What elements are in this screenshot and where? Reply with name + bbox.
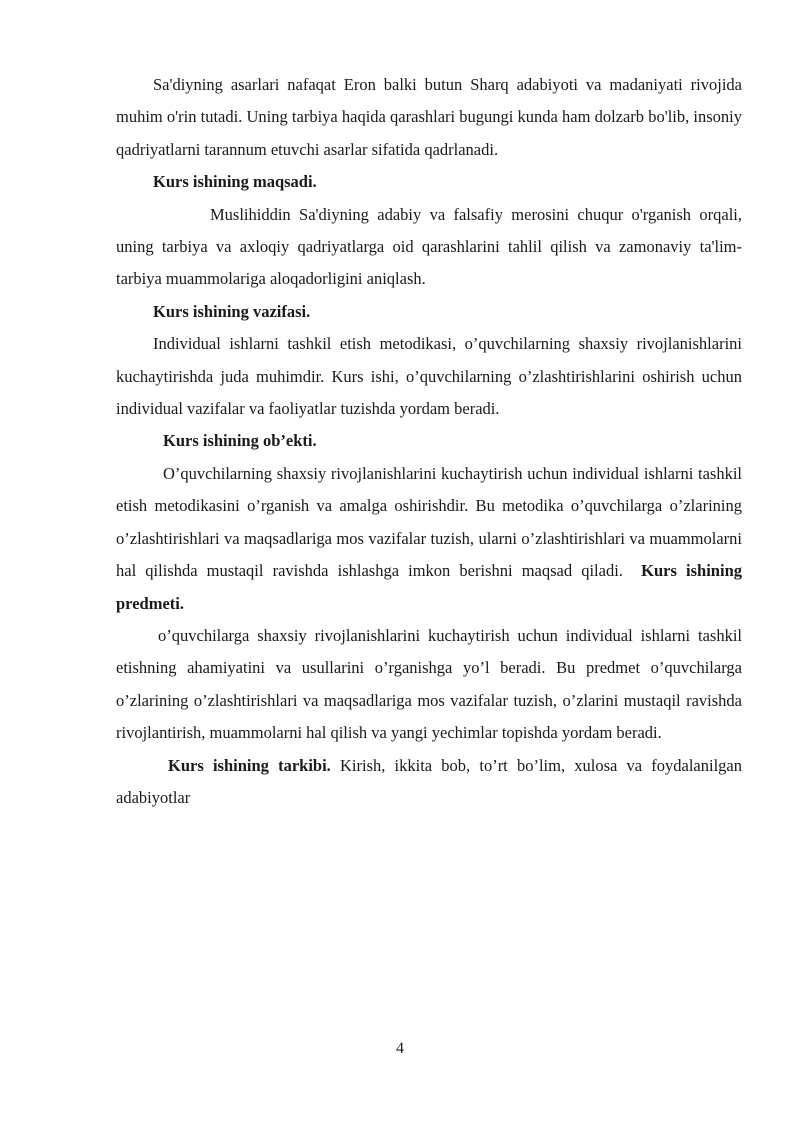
goal-paragraph: Muslihiddin Sa'diyning adabiy va falsafiy merosini chuqur o'rganish orqali, uning tarbiya va axloqiy qadriyatlarga oid qarashlarini tahlil qilish va zamonaviy ta'lim-tarbiya muammolariga aloqadorligini aniqlash.: [116, 204, 742, 289]
body-text: [116, 69, 742, 814]
page-number: 4: [396, 1040, 404, 1057]
object-paragraph: [116, 458, 742, 620]
tasks-heading: Kurs ishining vazifasi.: [153, 301, 311, 321]
goal-heading: Kurs ishining maqsadi.: [153, 172, 317, 192]
intro-paragraph: Sa'diyning asarlari nafaqat Eron balki butun Sharq adabiyoti va madaniyati rivojida muhim o'rin tutadi. Uning tarbiya haqida qarashlari bugungi kunda ham dolzarb bo'lib, insoniy qadriyatlarni tarannum etuvchi asarlar sifatida qadrlanadi.: [116, 75, 742, 159]
structure-text: Kirish, ikkita bob, to’rt bo’lim, xulosa va foydalanilgan adabiyotlar: [116, 755, 742, 807]
structure-heading: Kurs ishining tarkibi.: [168, 755, 331, 775]
structure-paragraph: [116, 750, 742, 815]
tasks-paragraph: Individual ishlarni tashkil etish metodikasi, o’quvchilarning shaxsiy rivojlanishlarini kuchaytirishda juda muhimdir. Kurs ishi, o’quvchilarning o’zlashtirishlarini oshirish uchun individual vazifalar va faoliyatlar tuzishda yordam beradi.: [116, 334, 742, 419]
object-heading: Kurs ishining ob’ekti.: [163, 431, 317, 451]
subject-heading: Kurs ishining predmeti.: [116, 561, 742, 613]
subject-paragraph: o’quvchilarga shaxsiy rivojlanishlarini kuchaytirish uchun individual ishlarni tashkil etishning ahamiyatini va usullarini o’rganishga yo’l beradi. Bu predmet o’quvchilarga o’zlarining o’zlashtirishlari va maqsadlariga mos vazifalar tuzish, o’zlarini mustaqil ravishda rivojlantirish, muammolarni hal qilish va yangi yechimlar topishda yordam beradi.: [116, 625, 742, 743]
object-text: O’quvchilarning shaxsiy rivojlanishlarini kuchaytirish uchun individual ishlarni tashkil etish metodikasini o’rganish va amalga oshirishdir. Bu metodika o’quvchilarga o’zlarining o’zlashtirishlari va maqsadlariga mos vazifalar tuzish, ularni o’zlashtirishlari va muammolarni hal qilishda mustaqil ravishda ishlashga imkon berishni maqsad qiladi.: [116, 463, 742, 581]
